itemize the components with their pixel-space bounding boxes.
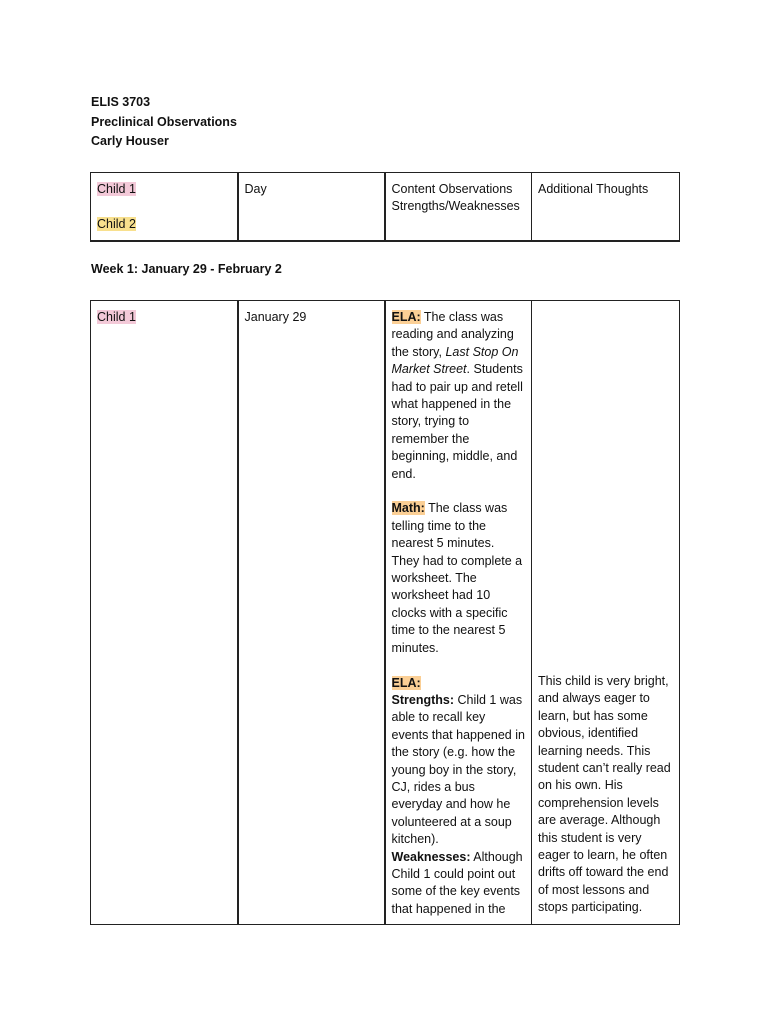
day-column-header: Day: [244, 182, 267, 196]
strengths-text: Child 1 was able to recall key events that happened in the story (e.g. how the young boy in the story, CJ, rides a bus everyday and how he volunteered at a soup kitchen).: [391, 692, 525, 847]
strengths-note: [392, 692, 526, 849]
observation-table: [90, 300, 680, 925]
child-label: Child 1: [97, 310, 136, 324]
author-name: Carly Houser: [91, 134, 169, 149]
math-label: Math:: [391, 501, 425, 516]
child2-label: Child 2: [97, 216, 136, 231]
observation-date: January 29: [244, 310, 307, 324]
ela-text-part1: The class was reading and analyzing the story,: [391, 310, 514, 359]
child1-label: Child 1: [97, 182, 136, 196]
ela-text-part2: . Students had to pair up and retell what happened in the story, trying to remember the beginning, middle, and end.: [391, 362, 523, 481]
document-heading: [91, 93, 237, 152]
weaknesses-label: Weaknesses:: [391, 849, 471, 864]
legend-content-cell: [385, 173, 532, 242]
document-subtitle: Preclinical Observations: [91, 114, 237, 129]
weaknesses-note: [392, 849, 526, 919]
week-heading: Week 1: January 29 - February 2: [91, 262, 282, 276]
legend-children-cell: [91, 173, 238, 242]
math-observation: [392, 500, 526, 657]
course-code: ELIS 3703: [91, 95, 151, 109]
strengths-weaknesses-header: Strengths/Weaknesses: [391, 199, 520, 214]
additional-thoughts-text: This child is very bright, and always eager to learn, but has some obvious, identified learning needs. This student can’t really read on his own. His comprehension levels are average. Although this student is very eager to learn, he often drifts off toward the end of most lessons and stops participating.: [538, 674, 671, 915]
math-text: The class was telling time to the nearest 5 minutes. They had to complete a worksheet. The worksheet had 10 clocks with a specific time to the nearest 5 minutes.: [391, 501, 523, 655]
ela-label: ELA:: [391, 310, 421, 324]
ela-assessment: [392, 675, 526, 919]
strengths-label: Strengths:: [391, 692, 454, 707]
observation-row: [91, 301, 680, 925]
legend-thoughts-cell: [532, 173, 680, 242]
legend-day-cell: [238, 173, 385, 242]
child-cell: [91, 301, 238, 925]
ela-assessment-label: ELA:: [391, 675, 421, 690]
additional-thoughts-header: Additional Thoughts: [538, 182, 649, 196]
content-cell: [385, 301, 532, 925]
thoughts-cell: [532, 301, 680, 925]
weaknesses-text: Although Child 1 could point out some of the key events that happened in the: [391, 849, 523, 916]
story-title: Last Stop On Market Street: [391, 344, 519, 377]
date-cell: [238, 301, 385, 925]
content-observations-header: Content Observations: [391, 182, 513, 196]
ela-observation: [392, 309, 526, 483]
legend-row: [91, 173, 680, 242]
legend-table: [90, 172, 680, 242]
